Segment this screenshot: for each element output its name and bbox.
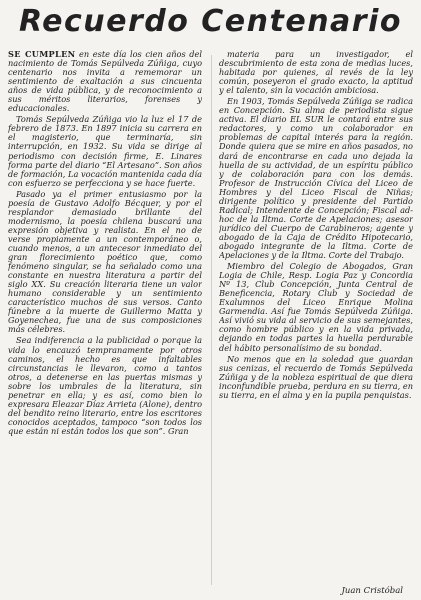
left-column xyxy=(8,50,202,595)
author-signature: Juan Cristóbal xyxy=(341,586,403,596)
paragraph-text: Sea indiferencia a la publicidad o porque la vida lo encauzó tempranamente por otros caminos, el hecho es que infaltables circunstancias le llevaron, como a tantos otros, a detenerse en las puertas mismas y sobre los umbrales de la literatura, sin penetrar en ella; y es así, como bien lo expresara Eleazar Díaz Arrieta (Alone), dentro del bendito reino literario, entre los escritores conocidos aceptados, tampoco “son todos los que están ni están todos los que son”. Gran xyxy=(8,335,202,436)
paragraph-text: materia para un investigador, el descubrimiento de esta zona de medias luces, habitada por quienes, al revés de la ley común, poseyeron el grado exacto, la aptitud y el talento, sin la vocación ambiciosa. xyxy=(219,50,413,96)
article-paragraph xyxy=(8,336,202,436)
column-divider xyxy=(211,55,212,585)
right-column xyxy=(219,50,413,595)
paragraph-lead: SE CUMPLEN xyxy=(8,50,76,59)
paragraph-text: Tomás Sepúlveda Zúñiga vio la luz el 17 de febrero de 1873. En 1897 inicia su carrera en el magisterio, que terminaría, sin interrupción, en 1932. Su vida se dirige al periodismo con decisión firme, E. Linares forma parte del diario “El Artesano”. Son años de formación, La vocación mantenida cada día con esfuerzo se perfecciona y se hace fuerte. xyxy=(8,114,202,188)
article-paragraph xyxy=(8,190,202,335)
article-paragraph xyxy=(219,262,413,352)
paragraph-text: En 1903, Tomás Sepúlveda Zúñiga se radica en Concepción. Su alma de periodista sigue activa. El diario EL SUR le contará entre sus redactores, y como un colaborador en problemas de capital interés para la región. Donde quiera que se mire en años pasados, no dará de encontrarse en cada uno dejada la huella de su actividad, de un espíritu público y de colaboración para con los demás. Profesor de Instrucción Cívica del Liceo de Hombres y del Liceo Fiscal de Niñas; dirigente político y presidente del Partido Radical; Intendente de Concepción; Fiscal ad-hoc de la Iltma. Corte de Apelaciones; asesor jurídico del Cuerpo de Carabineros; agente y abogado de la Caja de Crédito Hipotecario, abogado integrante de la Iltma. Corte de Apelaciones y de la Iltma. Corte del Trabajo. xyxy=(219,96,413,261)
article-paragraph xyxy=(219,355,413,400)
article-paragraph xyxy=(8,50,202,113)
paragraph-text: Miembro del Colegio de Abogados, Gran Logia de Chile, Resp. Logia Paz y Concordia Nº 13, Club Concepción, Junta Central de Beneficencia, Rotary Club y Sociedad de Exalumnos del Liceo Enrique Molina Garmendia. Así fue Tomás Sepúlveda Zúñiga. Así vivió su vida al servicio de sus semejantes, como hombre público y en la vida privada, dejando en todas partes la huella perdurable del hábito personalísimo de su bondad. xyxy=(219,261,413,353)
article-paragraph xyxy=(219,97,413,260)
paragraph-text: en este día los cien años del nacimiento de Tomás Sepúlveda Zúñiga, cuyo centenario nos invita a rememorar un sentimiento de exaltación a sus cincuenta años de vida pública, y de reconocimiento a sus méritos literarios, forenses y educacionales. xyxy=(8,50,202,114)
article-paragraph xyxy=(8,115,202,187)
article-title: Recuerdo Centenario xyxy=(19,4,402,39)
paragraph-text: No menos que en la soledad que guardan sus cenizas, el recuerdo de Tomás Sepúlveda Zúñiga y de la nobleza espiritual de que diera inconfundible prueba, perdura en su tierra, en su tierra, en el alma y en la pupila penquistas. xyxy=(219,353,413,400)
paragraph-text: Pasado ya el primer entusiasmo por la poesía de Gustavo Adolfo Bécquer, y por el resplandor demasiado brillante del modernismo, la poesía chilena buscará una expresión objetiva y realista. En el no de verse propiamente a un contemporáneo o, cuando menos, a un antecesor inmediato del gran florecimiento poético que, como fenómeno singular, se ha señalado como una constante en nuestra literatura a partir del siglo XX. Su creación literaria tiene un valor humano considerable y un sentimiento característico muchos de sus versos. Canto fúnebre a la muerte de Guillermo Matta y Goyenechea, fue una de sus composiciones más célebres. xyxy=(8,188,202,335)
article-paragraph xyxy=(219,50,413,95)
